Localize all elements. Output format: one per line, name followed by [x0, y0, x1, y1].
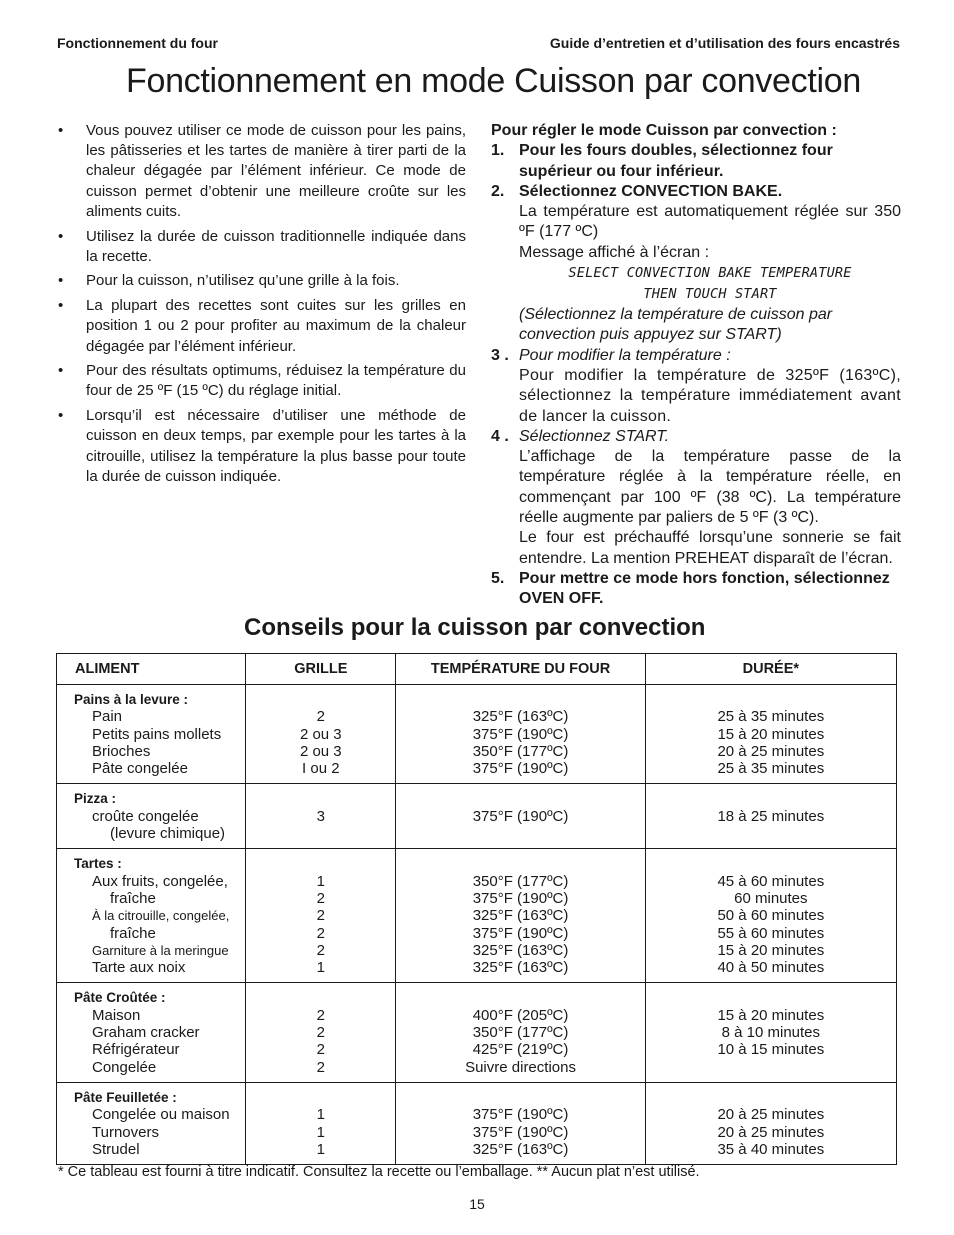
group-name: Tartes : — [74, 856, 122, 872]
grille-cell — [246, 784, 396, 849]
temperature-value: 325°F (163ºC) — [472, 941, 569, 959]
duree-value: 20 à 25 minutes — [717, 742, 825, 760]
duree-value: 60 minutes — [734, 889, 808, 907]
group-name: Pizza : — [74, 791, 117, 807]
step-number: 4 . — [491, 427, 509, 445]
step-detail: Le four est préchauffé lorsqu’une sonnerie se fait entendre. La mention PREHEAT disparaît de l’écran. — [519, 529, 901, 567]
aliment-item: Strudel — [92, 1140, 140, 1158]
aliment-item: Pâte congelée — [92, 760, 188, 778]
grille-value: 1 — [316, 1140, 325, 1158]
step-detail: L’affichage de la température passe de la température réglée à la température réelle, en commençant par 100 ºF (38 ºC). La température réelle augmente par paliers de 5 ºF (3 ºC). — [519, 448, 901, 527]
step-number: 5. — [491, 569, 505, 587]
step-text: Sélectionnez CONVECTION BAKE. — [519, 182, 783, 200]
table-row — [57, 784, 897, 849]
aliment-cell — [57, 685, 246, 784]
bullet-item — [58, 296, 466, 357]
bullet-symbol: • — [58, 297, 64, 315]
display-message-line: THEN TOUCH START — [643, 286, 777, 303]
aliment-item: fraîche — [110, 924, 156, 942]
temperature-value: 325°F (163ºC) — [472, 1140, 569, 1158]
step-text: Pour mettre ce mode hors fonction, sélectionnez OVEN OFF. — [519, 569, 890, 608]
temperature-value: 400°F (205ºC) — [472, 1006, 569, 1024]
grille-cell — [246, 849, 396, 983]
group-name: Pâte Croûtée : — [74, 990, 166, 1006]
temperature-value: 375°F (190ºC) — [472, 807, 569, 825]
step-1 — [491, 141, 901, 182]
temperature-cell — [396, 849, 645, 983]
bullet-text: Utilisez la durée de cuisson traditionnelle indiquée dans la recette. — [86, 227, 466, 265]
duree-cell — [645, 849, 896, 983]
duree-cell — [645, 685, 896, 784]
bullet-item — [58, 406, 466, 487]
bullet-symbol: • — [58, 122, 64, 139]
duree-cell — [645, 784, 896, 849]
duree-value: 15 à 20 minutes — [717, 725, 825, 743]
temperature-cell — [396, 784, 645, 849]
step-text: Pour les fours doubles, sélectionnez four supérieur ou four inférieur. — [519, 142, 833, 180]
duree-value: 40 à 50 minutes — [717, 959, 825, 977]
temperature-value: 350°F (177ºC) — [472, 872, 569, 890]
duree-cell — [645, 1082, 896, 1164]
grille-value: 1 — [316, 872, 325, 890]
bullet-text: Pour des résultats optimums, réduisez la température du four de 25 ºF (15 ºC) du réglage initial. — [86, 362, 466, 400]
bullet-symbol: • — [58, 407, 64, 425]
duree-value: 15 à 20 minutes — [717, 941, 825, 959]
column-header: DURÉE* — [645, 654, 896, 685]
display-message-line: SELECT CONVECTION BAKE TEMPERATURE — [568, 265, 852, 282]
column-header: GRILLE — [246, 654, 396, 685]
step-5 — [491, 569, 901, 610]
grille-value: I ou 2 — [302, 760, 340, 778]
step-number: 3 . — [491, 346, 509, 364]
aliment-item: Pain — [92, 708, 123, 726]
aliment-item: Congelée — [92, 1058, 157, 1076]
aliment-item: Graham cracker — [92, 1024, 200, 1042]
temperature-cell — [396, 983, 645, 1082]
temperature-value: 350°F (177ºC) — [472, 742, 569, 760]
duree-value: 25 à 35 minutes — [717, 760, 825, 778]
step-number: 2. — [491, 182, 505, 200]
bullet-list — [58, 121, 466, 487]
temperature-value: 375°F (190ºC) — [472, 1123, 569, 1141]
temperature-value: Suivre directions — [465, 1058, 576, 1076]
duree-cell — [645, 983, 896, 1082]
aliment-item: Garniture à la meringue — [92, 942, 229, 958]
duree-value: 20 à 25 minutes — [717, 1123, 825, 1141]
bullet-symbol: • — [58, 362, 64, 380]
temperature-value: 325°F (163ºC) — [472, 959, 569, 977]
temperature-value: 350°F (177ºC) — [472, 1024, 569, 1042]
column-header: ALIMENT — [57, 654, 246, 685]
table-footnote: * Ce tableau est fourni à titre indicatif. Consultez la recette ou l’emballage. ** Aucun plat n’est utilisé. — [58, 1164, 700, 1180]
aliment-cell — [57, 849, 246, 983]
aliment-cell — [57, 784, 246, 849]
table-row — [57, 983, 897, 1082]
group-name: Pains à la levure : — [74, 692, 189, 707]
table-header-row — [57, 654, 897, 685]
grille-cell — [246, 983, 396, 1082]
grille-value: 2 — [316, 1041, 325, 1059]
bullet-item — [58, 121, 466, 222]
aliment-item: À la citrouille, congelée, — [92, 908, 230, 924]
aliment-item: Brioches — [92, 742, 151, 760]
temperature-value: 325°F (163ºC) — [472, 708, 569, 726]
table-row — [57, 685, 897, 784]
aliment-item: fraîche — [110, 889, 156, 907]
table-row — [57, 849, 897, 983]
bullet-item — [58, 361, 466, 401]
grille-value: 2 ou 3 — [299, 742, 342, 760]
table-row — [57, 1082, 897, 1164]
temperature-cell — [396, 1082, 645, 1164]
duree-value: 18 à 25 minutes — [717, 807, 825, 825]
bullet-text: Lorsqu’il est nécessaire d’utiliser une méthode de cuisson en deux temps, par exemple pour les tartes à la citrouille, utilisez la température la plus basse pour toute la durée de cuisson indiquée. — [86, 407, 466, 485]
temperature-value: 375°F (190ºC) — [472, 924, 569, 942]
aliment-item: Réfrigérateur — [92, 1041, 180, 1059]
step-detail: Message affiché à l’écran : — [519, 243, 710, 261]
tips-bullet-column — [58, 121, 466, 491]
step-text: Sélectionnez START. — [519, 427, 670, 445]
temperature-value: 375°F (190ºC) — [472, 1106, 569, 1124]
temperature-value: 425°F (219ºC) — [472, 1041, 569, 1059]
grille-value: 2 — [316, 924, 325, 942]
aliment-item: Maison — [92, 1006, 141, 1024]
step-4 — [491, 427, 901, 569]
aliment-item: Congelée ou maison — [92, 1106, 230, 1124]
step-number: 1. — [491, 142, 505, 160]
duree-value: 35 à 40 minutes — [717, 1140, 825, 1158]
aliment-item: (levure chimique) — [110, 825, 226, 843]
grille-value: 1 — [316, 1106, 325, 1124]
temperature-value: 375°F (190ºC) — [472, 725, 569, 743]
step-text: Pour modifier la température : — [519, 346, 731, 364]
grille-value: 2 — [316, 1058, 325, 1076]
group-name: Pâte Feuilletée : — [74, 1089, 177, 1105]
grille-value: 2 — [316, 708, 325, 726]
step-2 — [491, 182, 901, 346]
duree-value: 15 à 20 minutes — [717, 1006, 825, 1024]
header-guide-title: Guide d’entretien et d’utilisation des fours encastrés — [549, 35, 900, 51]
page-number: 15 — [469, 1196, 485, 1212]
grille-cell — [246, 1082, 396, 1164]
duree-value: 25 à 35 minutes — [717, 708, 825, 726]
section-title: Conseils pour la cuisson par convection — [244, 614, 706, 641]
temperature-value: 375°F (190ºC) — [472, 889, 569, 907]
temperature-value: 375°F (190ºC) — [472, 760, 569, 778]
instructions-column — [491, 121, 901, 610]
instructions-heading: Pour régler le mode Cuisson par convection : — [491, 122, 837, 139]
grille-value: 1 — [316, 959, 325, 977]
bullet-item — [58, 227, 466, 267]
bullet-text: Pour la cuisson, n’utilisez qu’une grille à la fois. — [86, 272, 400, 290]
grille-value: 2 — [316, 907, 325, 925]
aliment-cell — [57, 983, 246, 1082]
temperature-value: 325°F (163ºC) — [472, 907, 569, 925]
bullet-symbol: • — [58, 227, 64, 245]
aliment-item: croûte congelée — [92, 807, 199, 825]
step-3 — [491, 346, 901, 427]
page-title: Fonctionnement en mode Cuisson par convection — [126, 62, 861, 100]
grille-value: 2 — [316, 1024, 325, 1042]
bullet-text: Vous pouvez utiliser ce mode de cuisson pour les pains, les pâtisseries et les tartes de manière à tirer parti de la chaleur dégagée par l’élément inférieur. Ce mode de cuisson permet d’obtenir une meilleure croûte sur les aliments cuits. — [86, 122, 466, 220]
duree-value: 55 à 60 minutes — [717, 924, 825, 942]
step-detail: La température est automatiquement réglée sur 350 ºF (177 ºC) — [519, 203, 901, 241]
grille-value: 2 — [316, 889, 325, 907]
duree-value: 8 à 10 minutes — [721, 1024, 821, 1042]
grille-value: 2 — [316, 1006, 325, 1024]
convection-tips-table — [56, 653, 897, 1165]
grille-cell — [246, 685, 396, 784]
aliment-item: Petits pains mollets — [92, 725, 222, 743]
bullet-symbol: • — [58, 272, 64, 290]
temperature-cell — [396, 685, 645, 784]
column-header: TEMPÉRATURE DU FOUR — [396, 654, 645, 685]
aliment-item: Aux fruits, congelée, — [92, 872, 228, 890]
duree-value: 50 à 60 minutes — [717, 907, 825, 925]
bullet-text: La plupart des recettes sont cuites sur les grilles en position 1 ou 2 pour profiter au maximum de la chaleur dégagée par l’élément inférieur. — [86, 297, 466, 355]
aliment-item: Tarte aux noix — [92, 959, 186, 977]
grille-value: 1 — [316, 1123, 325, 1141]
grille-value: 3 — [316, 807, 325, 825]
grille-value: 2 ou 3 — [299, 725, 342, 743]
bullet-item — [58, 271, 466, 291]
duree-value: 45 à 60 minutes — [717, 872, 825, 890]
aliment-cell — [57, 1082, 246, 1164]
header-section-label: Fonctionnement du four — [57, 35, 218, 51]
duree-value: 10 à 15 minutes — [717, 1041, 825, 1059]
grille-value: 2 — [316, 941, 325, 959]
step-detail: Pour modifier la température de 325ºF (163ºC), sélectionnez la température immédiatement avant de lancer la cuisson. — [519, 366, 901, 425]
aliment-item: Turnovers — [92, 1123, 159, 1141]
duree-value: 20 à 25 minutes — [717, 1106, 825, 1124]
display-translation: (Sélectionnez la température de cuisson par convection puis appuyez sur START) — [519, 306, 833, 344]
